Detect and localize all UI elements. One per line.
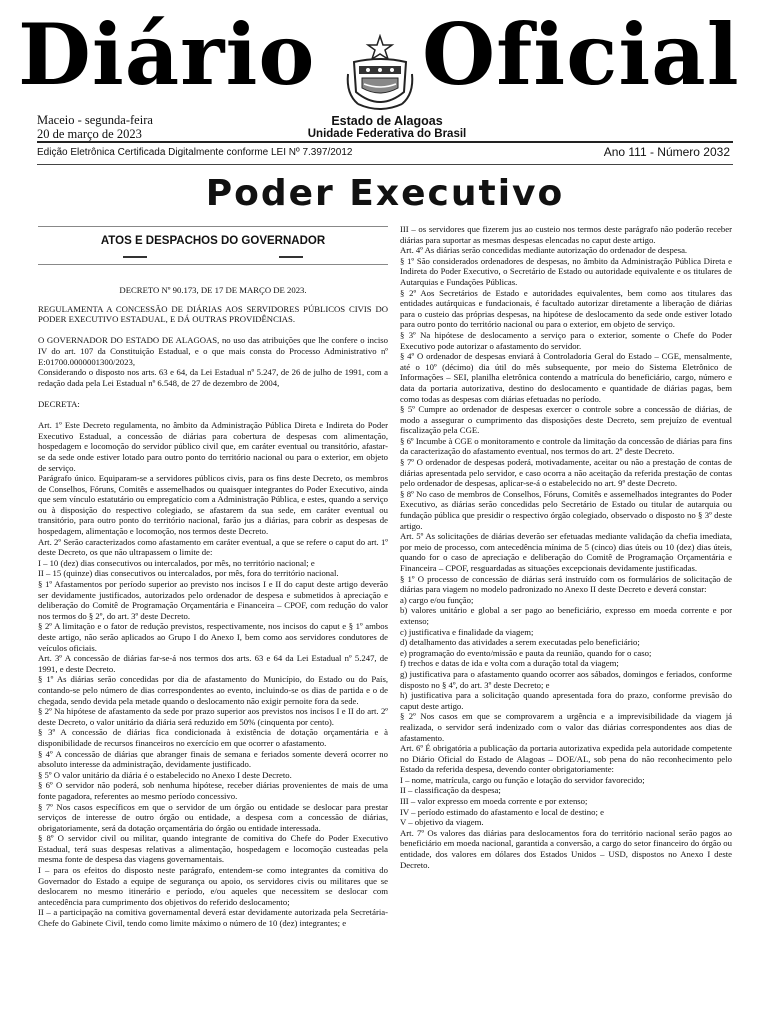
masthead-title-right: Oficial	[422, 5, 740, 104]
masthead-date-block	[37, 113, 153, 141]
masthead-title-left: Diário	[18, 5, 316, 104]
paragraph: V – objetivo da viagem.	[400, 817, 484, 828]
left-paragraphs	[38, 304, 388, 929]
paragraph: a) cargo e/ou função;	[400, 594, 474, 605]
paragraph: § 5º O valor unitário da diária é o estabelecido no Anexo I deste Decreto.	[38, 769, 292, 780]
state-block	[292, 114, 482, 141]
paragraph: Art. 6º É obrigatória a publicação da portaria autorizativa expedida pela autoridade competente no Diário Oficial do Estado de Alagoas – DOE/AL, sob pena do não reconhecimento pelo Estado da referida despesa, devendo conter obrigatoriamente:	[400, 743, 732, 775]
publication-date: 20 de março de 2023	[37, 127, 142, 141]
paragraph: II – a participação na comitiva governamental deverá estar devidamente autorizada pela Secretária-Chefe do Gabinete Civil, tendo como limite máximo o número de 10 (dez) integrantes; e	[38, 907, 388, 929]
paragraph: I – nome, matrícula, cargo ou função e lotação do servidor favorecido;	[400, 774, 645, 785]
paragraph: § 2º Na hipótese de afastamento da sede por prazo superior aos previstos nos incisos I e II do art. 2º deste Decreto, o valor unitário da diária será reduzido em 50% (cinquenta por cento).	[38, 706, 388, 727]
paragraph: § 8º No caso de membros de Conselhos, Fóruns, Comitês e assemelhados integrantes do Poder Executivo, as diárias serão concedidas pelo Secretário de Estado ou titular de autarquia ou fundação pública que presidir o respectivo órgão colegiado, observado o disposto no § 3º deste artigo.	[400, 488, 732, 531]
paragraph-gap	[38, 325, 388, 336]
left-column	[38, 226, 388, 929]
paragraph: b) valores unitário e global a ser pago ao beneficiário, expresso em moeda corrente e por extenso;	[400, 605, 732, 626]
paragraph: O GOVERNADOR DO ESTADO DE ALAGOAS, no uso das atribuições que lhe confere o inciso IV do art. 107 da Constituição Estadual, e o que mais consta do Processo Administrativo nº E:01700.0000001300/2023,	[38, 335, 388, 367]
paragraph: § 1º São considerados ordenadores de despesas, no âmbito da Administração Pública Direta e Indireta do Poder Executivo, o Secretário de Estado ou autoridade equivalente e os titulares de Autarquias e Fundações Públicas.	[400, 255, 732, 287]
right-paragraphs	[400, 224, 732, 870]
paragraph: Parágrafo único. Equiparam-se a servidores públicos civis, para os fins deste Decreto, os membros de Conselhos, Fóruns, Comitês e assemelhados ou quaisquer integrantes do Poder Executivo, ainda que sem vínculo estatutário ou empregatício com a Administração Pública, e estes, quando a serviço ou à disposição do respectivo colegiado, se afastarem da sua sede, em caráter eventual ou transitório, para outro ponto do território nacional, farão jus a diárias, para cobrir as despesas de hospedagem, alimentação e locomoção, nos termos deste Decreto.	[38, 473, 388, 537]
federation-unit: Unidade Federativa do Brasil	[307, 128, 467, 140]
paragraph: § 1º As diárias serão concedidas por dia de afastamento do Município, do Estado ou do País, contando-se pelo número de dias correspondentes ao evento, incluindo-se os dias de partida e o de chegada, sendo devida pela metade quando o deslocamento não exigir pernoite fora da sede.	[38, 674, 388, 706]
paragraph-gap	[38, 410, 388, 421]
paragraph: § 1º Afastamentos por período superior ao previsto nos incisos I e II do caput deste artigo deverão ser devidamente justificados, autorizados pelo ordenador de despesa e submetidos à apreciação e deliberação do Comitê de Programação Orçamentária e Financeira – CPOF, com redução do valor nos termos do § 2º, do art. 3º deste Decreto.	[38, 579, 388, 621]
acts-divider	[123, 256, 303, 258]
section-title: Poder Executivo	[205, 173, 565, 214]
paragraph: III – os servidores que fizerem jus ao custeio nos termos deste parágrafo não poderão receber diárias para suportar as mesmas despesas elencadas no caput deste artigo.	[400, 224, 732, 245]
paragraph: § 2º A limitação e o fator de redução previstos, respectivamente, nos incisos do caput e § 1º ambos deste artigo, não serão aplicados ao Grupo I do Anexo I, bem como aos servidores condutores de veículos oficiais.	[38, 621, 388, 653]
paragraph: Art. 3º A concessão de diárias far-se-á nos termos dos arts. 63 e 64 da Lei Estadual nº 5.247, de 1991, e deste Decreto.	[38, 653, 388, 674]
paragraph: g) justificativa para o afastamento quando ocorrer aos sábados, domingos e feriados, conforme disposto no § 4º, do art. 3º deste Decreto; e	[400, 668, 732, 690]
paragraph: § 1º O processo de concessão de diárias será instruído com os formulários de solicitação de diárias para viagem no modelo padronizado no Anexo II deste Decreto e deverá constar:	[400, 573, 732, 595]
paragraph: h) justificativa para a solicitação quando apresentada fora do prazo, conforme previsão do caput deste artigo.	[400, 690, 732, 711]
state-seal-icon	[344, 34, 416, 114]
paragraph: DECRETA:	[38, 398, 80, 409]
paragraph: § 4º O ordenador de despesas enviará à Controladoria Geral do Estado – CGE, mensalmente, até o 10º (décimo) dia útil do mês subsequente, por meio do Sistema Eletrônico de Informações – SEI, planilha eletrônica contendo a matrícula do beneficiário, cargo, número e data da portaria autorizativa, destino do deslocamento e quantidade de diárias pagas, bem como todas as despesas com diárias efetuadas no período.	[400, 351, 732, 404]
edition-note: Edição Eletrônica Certificada Digitalmente conforme LEI Nº 7.397/2012	[37, 147, 353, 158]
paragraph: § 7º O ordenador de despesas poderá, motivadamente, aceitar ou não a prestação de contas de diárias apresentada pelo servidor, e caso ocorra a não aceitação da referida prestação de contas pelo ordenador de despesas, aplicar-se-á o estabelecido no art. 9º deste Decreto.	[400, 457, 732, 489]
paragraph: e) programação do evento/missão e pauta da reunião, quando for o caso;	[400, 647, 652, 658]
paragraph: IV – período estimado do afastamento e local de destino; e	[400, 806, 604, 817]
state-name: Estado de Alagoas	[331, 114, 443, 128]
paragraph: c) justificativa e finalidade da viagem;	[400, 626, 534, 637]
paragraph: Considerando o disposto nos arts. 63 e 64, da Lei Estadual nº 5.247, de 26 de julho de 1991, com a redação dada pela Lei Estadual nº 6.548, de 27 de dezembro de 2004,	[38, 367, 388, 388]
year-number: Ano 111 - Número 2032	[603, 145, 730, 159]
paragraph: § 8º O servidor civil ou militar, quando integrante de comitiva do Chefe do Poder Executivo Estadual, terá suas despesas relativas a alimentação, hospedagem e locomoção custeadas pela mesma fonte de despesa das viagens governamentais.	[38, 833, 388, 865]
paragraph: Art. 7º Os valores das diárias para deslocamentos fora do território nacional serão pagos ao beneficiário em moeda nacional, garantida a conversão, a cargo do setor financeiro do órgão ou entidade, dos valores em dólares dos Estados Unidos – USD, dispostos no Anexo I deste Decreto.	[400, 827, 732, 870]
paragraph: § 5º Cumpre ao ordenador de despesas exercer o controle sobre a concessão de diárias, de modo a assegurar o cumprimento das disposições deste Decreto, sem prejuízo de eventual fiscalização pela CGE.	[400, 404, 732, 436]
paragraph: § 7º Nos casos específicos em que o servidor de um órgão ou entidade se deslocar para prestar serviços de interesse de outro órgão ou entidade, a despesa com a concessão de diárias, obrigatoriamente, será da dotação orçamentária do órgão ou entidade interessada.	[38, 801, 388, 833]
paragraph: I – para os efeitos do disposto neste parágrafo, entendem-se como integrantes da comitiva do Governador do Estado a equipe de segurança ou apoio, os servidores civis ou militares que se deslocarem no mesmo itinerário e período, e/ou aqueles que necessitem se deslocar com antecedência para cumprimento dos objetivos do referido deslocamento;	[38, 865, 388, 907]
paragraph: § 2º Aos Secretários de Estado e autoridades equivalentes, bem como aos titulares das entidades autárquicas e fundacionais, é facultado autorizar diretamente a liberação de diárias para o custeio das próprias despesas, na hipótese de deslocamento da sede onde estiver lotado para outro ponto do território nacional ou para o exterior, em objeto de serviço.	[400, 287, 732, 330]
paragraph-gap	[38, 388, 388, 399]
paragraph: § 4º A concessão de diárias que abranger finais de semana e feriados somente deverá ocorrer no absoluto interesse da administração, devidamente justificado.	[38, 748, 388, 770]
paragraph: I – 10 (dez) dias consecutivos ou intercalados, por mês, no território nacional; e	[38, 557, 315, 568]
paragraph: § 6º Incumbe à CGE o monitoramento e controle da limitação da concessão de diárias para fins da caracterização do afastamento eventual, nos termos do art. 2º deste Decreto.	[400, 435, 732, 457]
paragraph: Art. 5º As solicitações de diárias deverão ser efetuadas mediante validação da chefia imediata, por meio de processo, com antecedência mínima de 5 (cinco) dias úteis ou 10 (dez) dias úteis, quando for o caso de apreciação e deliberação do Comitê de Programação Orçamentária e Financeira – CPOF, resguardadas as situações excepcionais devidamente justificadas.	[400, 531, 732, 573]
paragraph: § 6º O servidor não poderá, sob nenhuma hipótese, receber diárias provenientes de mais de uma fonte pagadora, referentes ao mesmo período concessivo.	[38, 780, 388, 801]
right-column	[400, 224, 732, 870]
paragraph: d) detalhamento das atividades a serem executadas pelo beneficiário;	[400, 637, 640, 648]
paragraph: Art. 2º Serão caracterizados como afastamento em caráter eventual, a que se refere o caput do art. 1º deste Decreto, os que não ultrapassem o limite de:	[38, 536, 388, 558]
paragraph: § 3º Na hipótese de deslocamento a serviço para o exterior, somente o Chefe do Poder Executivo pode autorizar o afastamento do servidor.	[400, 329, 732, 351]
masthead-rule	[37, 141, 733, 143]
paragraph: Art. 4º As diárias serão concedidas mediante autorização do ordenador de despesa.	[400, 245, 688, 256]
paragraph: f) trechos e datas de ida e volta com a duração total da viagem;	[400, 658, 619, 669]
paragraph: II – classificação da despesa;	[400, 785, 501, 796]
decree-header: DECRETO Nº 90.173, DE 17 DE MARÇO DE 2023.	[119, 285, 307, 295]
paragraph: Art. 1º Este Decreto regulamenta, no âmbito da Administração Pública Direta e Indireta do Poder Executivo Estadual, a concessão de diárias para cobertura de despesas com alimentação, hospedagem e locomoção do servidor público civil que, em caráter eventual ou transitório, afastar-se da sede onde estiver lotado para outro ponto do território nacional ou para o exterior, em objeto de serviço.	[38, 420, 388, 473]
paragraph: III – valor expresso em moeda corrente e por extenso;	[400, 796, 588, 807]
edition-rule	[37, 164, 733, 165]
paragraph: § 2º Nos casos em que se comprovarem a urgência e a imprevisibilidade da viagem já realizada, o servidor será indenizado com o valor das diárias correspondentes aos dias de afastamento.	[400, 711, 732, 743]
paragraph: II – 15 (quinze) dias consecutivos ou intercalados, por mês, fora do território nacional.	[38, 568, 339, 579]
paragraph: § 3º A concessão de diárias fica condicionada à existência de dotação orçamentária e à disponibilidade de recursos financeiros no exercício em que ocorrer o afastamento.	[38, 727, 388, 748]
acts-header	[38, 226, 388, 265]
paragraph: REGULAMENTA A CONCESSÃO DE DIÁRIAS AOS SERVIDORES PÚBLICOS CIVIS DO PODER EXECUTIVO ESTADUAL, E DÁ OUTRAS PROVIDÊNCIAS.	[38, 303, 388, 325]
city-weekday: Maceio - segunda-feira	[37, 113, 153, 127]
acts-title: ATOS E DESPACHOS DO GOVERNADOR	[100, 235, 326, 247]
